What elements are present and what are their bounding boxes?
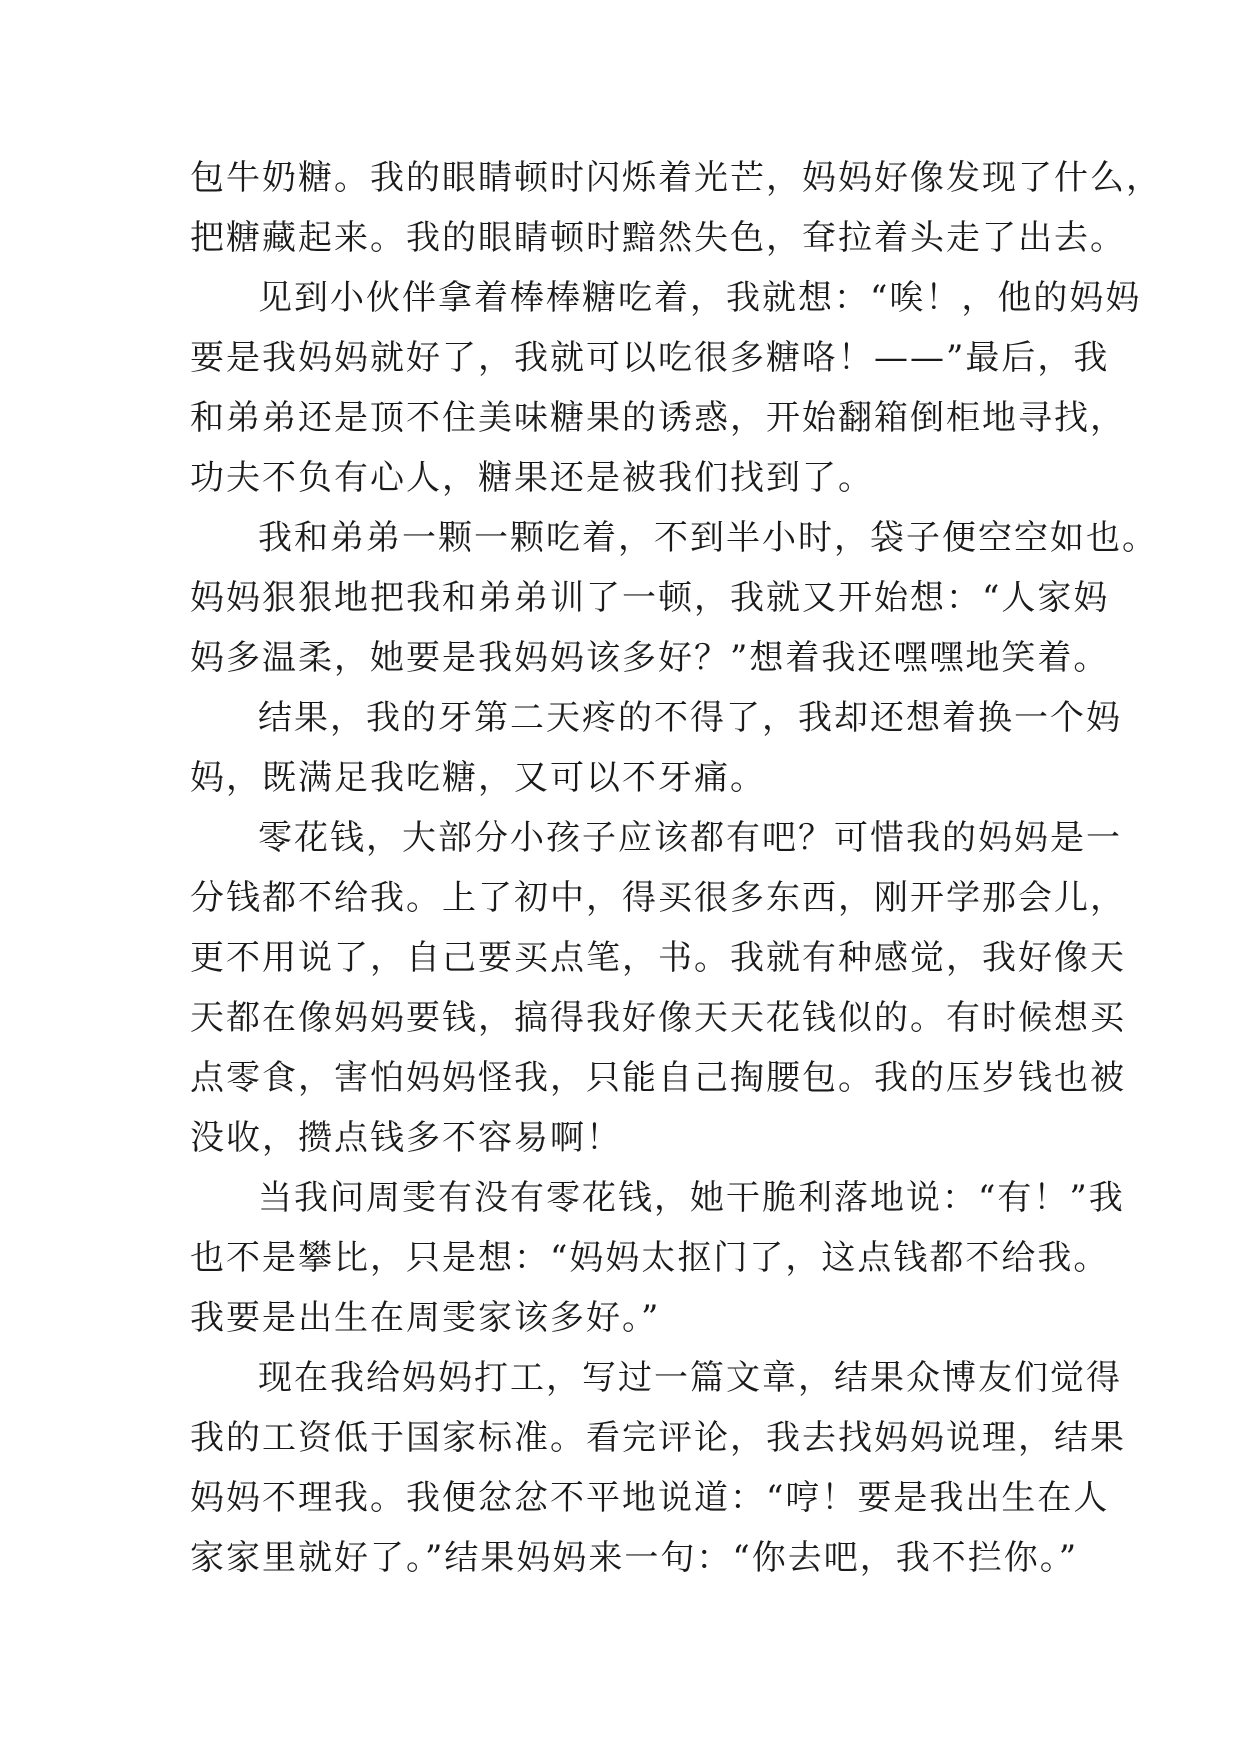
paragraph-first-line: 现在我给妈妈打工，写过一篇文章，结果众博友们觉得 bbox=[258, 1358, 1122, 1398]
text-line: 妈妈狠狠地把我和弟弟训了一顿，我就又开始想：“人家妈 bbox=[190, 578, 1110, 618]
paragraph-first-line: 零花钱，大部分小孩子应该都有吧？可惜我的妈妈是一 bbox=[258, 818, 1122, 858]
text-line: 包牛奶糖。我的眼睛顿时闪烁着光芒，妈妈好像发现了什么， bbox=[190, 158, 1162, 198]
text-line: 没收，攒点钱多不容易啊！ bbox=[190, 1118, 622, 1158]
paragraph-first-line: 当我问周雯有没有零花钱，她干脆利落地说：“有！”我 bbox=[258, 1178, 1125, 1218]
text-line: 妈多温柔，她要是我妈妈该多好？”想着我还嘿嘿地笑着。 bbox=[190, 638, 1110, 678]
text-line: 家家里就好了。”结果妈妈来一句：“你去吧，我不拦你。” bbox=[190, 1538, 1079, 1578]
text-line: 功夫不负有心人，糖果还是被我们找到了。 bbox=[190, 458, 874, 498]
text-line: 我的工资低于国家标准。看完评论，我去找妈妈说理，结果 bbox=[190, 1418, 1126, 1458]
text-line: 要是我妈妈就好了，我就可以吃很多糖咯！——”最后，我 bbox=[190, 338, 1110, 378]
essay-body bbox=[190, 148, 1162, 1588]
text-line: 把糖藏起来。我的眼睛顿时黯然失色，耷拉着头走了出去。 bbox=[190, 218, 1126, 258]
text-line: 分钱都不给我。上了初中，得买很多东西，刚开学那会儿， bbox=[190, 878, 1126, 918]
paragraph-first-line: 结果，我的牙第二天疼的不得了，我却还想着换一个妈 bbox=[258, 698, 1122, 738]
text-line: 和弟弟还是顶不住美味糖果的诱惑，开始翻箱倒柜地寻找， bbox=[190, 398, 1126, 438]
text-line: 我要是出生在周雯家该多好。” bbox=[190, 1298, 661, 1338]
text-line: 点零食，害怕妈妈怪我，只能自己掏腰包。我的压岁钱也被 bbox=[190, 1058, 1126, 1098]
text-line: 天都在像妈妈要钱，搞得我好像天天花钱似的。有时候想买 bbox=[190, 998, 1126, 1038]
paragraph-first-line: 见到小伙伴拿着棒棒糖吃着，我就想：“唉！，他的妈妈 bbox=[258, 278, 1142, 318]
text-line: 更不用说了，自己要买点笔，书。我就有种感觉，我好像天 bbox=[190, 938, 1126, 978]
text-line: 妈妈不理我。我便忿忿不平地说道：“哼！要是我出生在人 bbox=[190, 1478, 1110, 1518]
text-line: 也不是攀比，只是想：“妈妈太抠门了，这点钱都不给我。 bbox=[190, 1238, 1110, 1278]
text-line: 妈，既满足我吃糖，又可以不牙痛。 bbox=[190, 758, 766, 798]
paragraph-first-line: 我和弟弟一颗一颗吃着，不到半小时，袋子便空空如也。 bbox=[258, 518, 1158, 558]
